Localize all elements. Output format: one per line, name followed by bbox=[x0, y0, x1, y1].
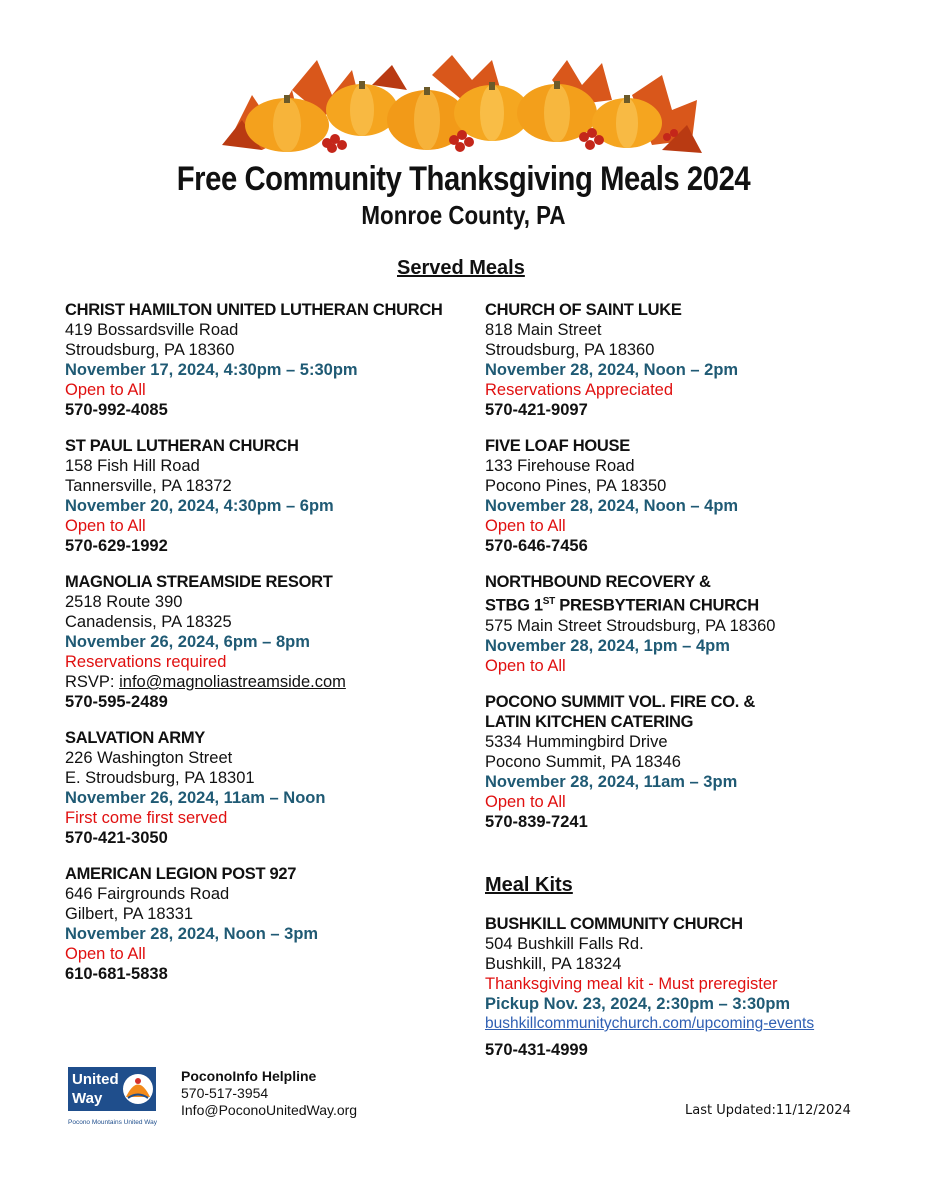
address-line: Bushkill, PA 18324 bbox=[485, 955, 622, 973]
address-line: 5334 Hummingbird Drive bbox=[485, 732, 668, 751]
united-way-logo bbox=[68, 1067, 168, 1129]
meal-date: November 28, 2024, 11am – 3pm bbox=[485, 772, 738, 791]
phone-number: 610-681-5838 bbox=[65, 965, 168, 983]
meal-date: November 17, 2024, 4:30pm – 5:30pm bbox=[65, 361, 358, 379]
address-line: Tannersville, PA 18372 bbox=[65, 477, 232, 495]
address-line: 419 Bossardsville Road bbox=[65, 321, 239, 339]
meal-note: Open to All bbox=[65, 517, 146, 535]
location-name: MAGNOLIA STREAMSIDE RESORT bbox=[65, 573, 333, 591]
location-name: FIVE LOAF HOUSE bbox=[485, 437, 630, 455]
pickup-date: Pickup Nov. 23, 2024, 2:30pm – 3:30pm bbox=[485, 995, 791, 1013]
meal-note: Thanksgiving meal kit - Must preregister bbox=[485, 975, 778, 993]
location-name: POCONO SUMMIT VOL. FIRE CO. & bbox=[485, 692, 755, 711]
list-item bbox=[65, 436, 465, 556]
page-title: Free Community Thanksgiving Meals 2024 bbox=[176, 160, 751, 198]
address-line: 504 Bushkill Falls Rd. bbox=[485, 935, 644, 953]
meal-note: Open to All bbox=[485, 656, 566, 675]
phone-number: 570-629-1992 bbox=[65, 537, 168, 555]
united-way-logo-icon bbox=[68, 1067, 168, 1129]
logo-text-way: Way bbox=[72, 1090, 103, 1107]
rsvp-line bbox=[65, 672, 465, 692]
ordinal-suffix: ST bbox=[542, 596, 555, 607]
meal-note: Open to All bbox=[65, 381, 146, 399]
last-updated: Last Updated:11/12/2024 bbox=[685, 1103, 851, 1118]
helpline-block bbox=[181, 1068, 357, 1119]
address-line: Stroudsburg, PA 18360 bbox=[65, 341, 235, 359]
name-part: PRESBYTERIAN CHURCH bbox=[554, 596, 759, 615]
address-line: 158 Fish Hill Road bbox=[65, 457, 200, 475]
address-line: 2518 Route 390 bbox=[65, 593, 183, 611]
list-item bbox=[485, 692, 885, 832]
helpline-email[interactable]: Info@PoconoUnitedWay.org bbox=[181, 1102, 358, 1118]
phone-number: 570-421-9097 bbox=[485, 401, 588, 419]
address-line: Canadensis, PA 18325 bbox=[65, 613, 232, 631]
list-item bbox=[485, 300, 885, 420]
rsvp-label: RSVP: bbox=[65, 673, 120, 691]
address-line: Gilbert, PA 18331 bbox=[65, 905, 194, 923]
events-link[interactable]: bushkillcommunitychurch.com/upcoming-events bbox=[485, 1015, 815, 1032]
meal-note: Open to All bbox=[65, 945, 146, 963]
list-item bbox=[65, 728, 465, 848]
logo-caption: Pocono Mountains United Way bbox=[68, 1119, 158, 1126]
location-name: CHRIST HAMILTON UNITED LUTHERAN CHURCH bbox=[65, 301, 443, 319]
address-line: 226 Washington Street bbox=[65, 749, 233, 767]
served-meals-heading: Served Meals bbox=[397, 257, 525, 279]
name-part: STBG 1 bbox=[485, 596, 543, 615]
page-subtitle: Monroe County, PA bbox=[361, 200, 566, 230]
meal-date: November 28, 2024, Noon – 2pm bbox=[485, 361, 739, 379]
list-item bbox=[65, 300, 465, 420]
address-line: Pocono Summit, PA 18346 bbox=[485, 752, 681, 771]
address-line: 818 Main Street bbox=[485, 321, 602, 339]
meal-note: Open to All bbox=[485, 792, 566, 811]
meal-note: Reservations required bbox=[65, 653, 227, 671]
phone-number: 570-839-7241 bbox=[485, 812, 588, 831]
left-column bbox=[65, 300, 465, 1000]
address-line: 133 Firehouse Road bbox=[485, 457, 635, 475]
phone-number: 570-646-7456 bbox=[485, 537, 588, 555]
phone-number: 570-992-4085 bbox=[65, 401, 168, 419]
location-name-line2 bbox=[485, 592, 885, 616]
meal-date: November 28, 2024, Noon – 4pm bbox=[485, 497, 739, 515]
location-name: CHURCH OF SAINT LUKE bbox=[485, 301, 682, 319]
location-name: ST PAUL LUTHERAN CHURCH bbox=[65, 437, 299, 455]
helpline-phone: 570-517-3954 bbox=[181, 1085, 269, 1101]
address-line: Stroudsburg, PA 18360 bbox=[485, 341, 655, 359]
meal-kits-column bbox=[485, 914, 885, 1076]
meal-date: November 26, 2024, 11am – Noon bbox=[65, 789, 326, 807]
meal-kits-heading: Meal Kits bbox=[485, 874, 573, 896]
address-line: E. Stroudsburg, PA 18301 bbox=[65, 769, 255, 787]
meal-date: November 26, 2024, 6pm – 8pm bbox=[65, 633, 310, 651]
meal-date: November 20, 2024, 4:30pm – 6pm bbox=[65, 497, 334, 515]
location-name-line2: LATIN KITCHEN CATERING bbox=[485, 712, 694, 731]
address-line: 575 Main Street Stroudsburg, PA 18360 bbox=[485, 616, 776, 635]
location-name: BUSHKILL COMMUNITY CHURCH bbox=[485, 915, 743, 933]
address-line: 646 Fairgrounds Road bbox=[65, 885, 230, 903]
rsvp-email-link[interactable]: info@magnoliastreamside.com bbox=[119, 673, 346, 691]
meal-note: First come first served bbox=[65, 809, 228, 827]
meal-note: Reservations Appreciated bbox=[485, 381, 674, 399]
location-name: NORTHBOUND RECOVERY & bbox=[485, 573, 711, 591]
helpline-title: PoconoInfo Helpline bbox=[181, 1068, 317, 1084]
list-item bbox=[65, 572, 465, 712]
phone-number: 570-595-2489 bbox=[65, 693, 168, 711]
list-item bbox=[485, 914, 885, 1060]
meal-date: November 28, 2024, Noon – 3pm bbox=[65, 925, 319, 943]
address-line: Pocono Pines, PA 18350 bbox=[485, 477, 667, 495]
phone-number: 570-421-3050 bbox=[65, 829, 168, 847]
right-column bbox=[485, 300, 885, 848]
list-item bbox=[485, 572, 885, 676]
logo-text-united: United bbox=[72, 1071, 119, 1088]
meal-date: November 28, 2024, 1pm – 4pm bbox=[485, 636, 730, 655]
pumpkins-leaves-illustration bbox=[222, 55, 702, 155]
location-name: AMERICAN LEGION POST 927 bbox=[65, 865, 297, 883]
phone-number: 570-431-4999 bbox=[485, 1041, 588, 1059]
list-item bbox=[485, 436, 885, 556]
list-item bbox=[65, 864, 465, 984]
location-name: SALVATION ARMY bbox=[65, 729, 206, 747]
meal-note: Open to All bbox=[485, 517, 566, 535]
